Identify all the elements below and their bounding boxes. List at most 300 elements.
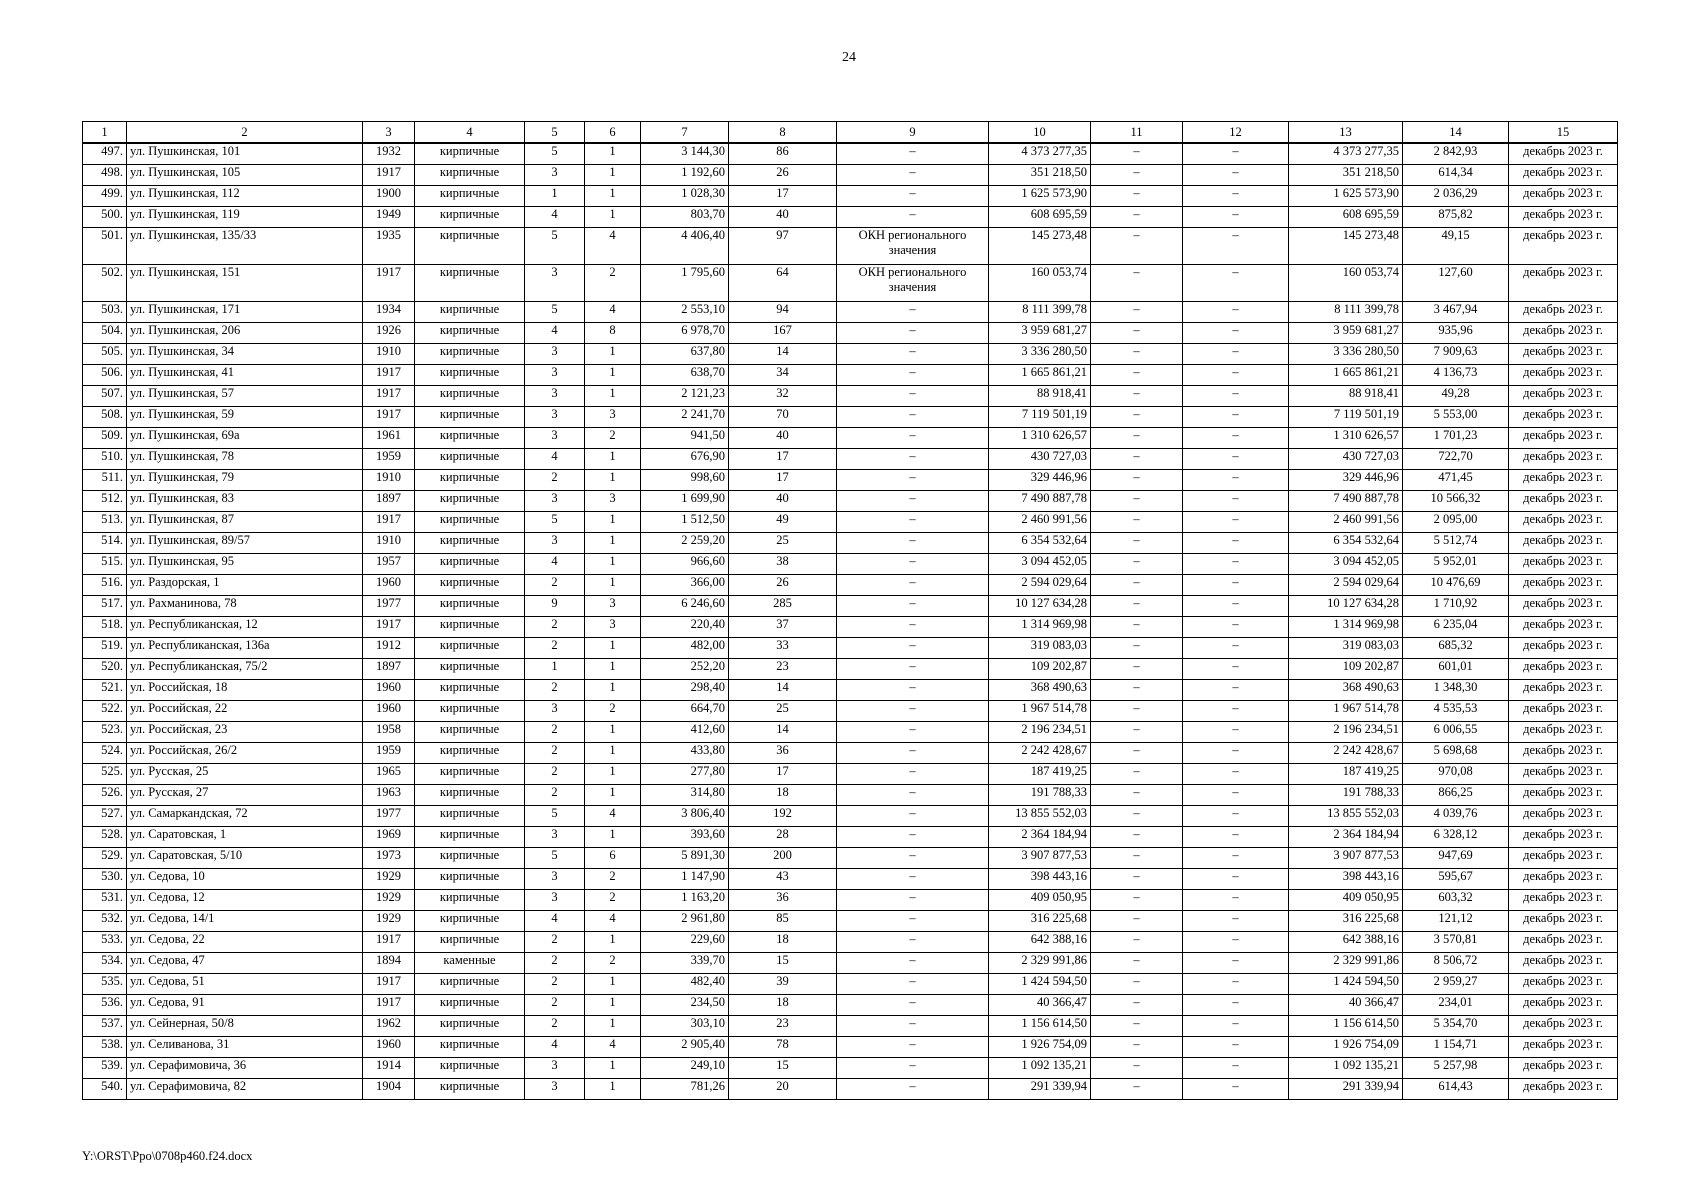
cell-floors: 5: [525, 228, 585, 265]
cell-col-12: –: [1183, 428, 1289, 449]
cell-total-cost: 88 918,41: [1289, 386, 1403, 407]
cell-cost: 398 443,16: [989, 869, 1091, 890]
cell-cost: 608 695,59: [989, 207, 1091, 228]
cell-residents: 20: [729, 1079, 837, 1100]
cell-year-built: 1949: [363, 207, 415, 228]
cell-residents: 78: [729, 1037, 837, 1058]
cell-wall-material: кирпичные: [415, 848, 525, 869]
cell-year-built: 1961: [363, 428, 415, 449]
cell-area: 664,70: [641, 701, 729, 722]
cell-cost: 2 594 029,64: [989, 575, 1091, 596]
cell-year-built: 1917: [363, 995, 415, 1016]
cell-floors: 3: [525, 827, 585, 848]
cell-area: 2 905,40: [641, 1037, 729, 1058]
cell-deadline: декабрь 2023 г.: [1509, 554, 1618, 575]
cell-heritage-status: –: [837, 1058, 989, 1079]
cell-row-number: 517.: [83, 596, 127, 617]
cell-col-12: –: [1183, 1079, 1289, 1100]
column-header-12: 12: [1183, 122, 1289, 144]
cell-col-11: –: [1091, 407, 1183, 428]
cell-row-number: 540.: [83, 1079, 127, 1100]
cell-residents: 18: [729, 932, 837, 953]
table-row: [83, 554, 1618, 575]
cell-total-cost: 329 446,96: [1289, 470, 1403, 491]
cell-col-12: –: [1183, 302, 1289, 323]
cell-col-11: –: [1091, 764, 1183, 785]
cell-wall-material: кирпичные: [415, 1037, 525, 1058]
cell-heritage-status: –: [837, 323, 989, 344]
cell-heritage-status: –: [837, 344, 989, 365]
cell-deadline: декабрь 2023 г.: [1509, 974, 1618, 995]
cell-row-number: 518.: [83, 617, 127, 638]
cell-year-built: 1935: [363, 228, 415, 265]
cell-col-12: –: [1183, 491, 1289, 512]
cell-entrances: 1: [585, 932, 641, 953]
cell-wall-material: кирпичные: [415, 911, 525, 932]
cell-residents: 15: [729, 953, 837, 974]
cell-cost: 109 202,87: [989, 659, 1091, 680]
cell-deadline: декабрь 2023 г.: [1509, 785, 1618, 806]
cell-residents: 38: [729, 554, 837, 575]
cell-total-cost: 109 202,87: [1289, 659, 1403, 680]
cell-col-11: –: [1091, 596, 1183, 617]
cell-col-12: –: [1183, 785, 1289, 806]
cell-cost: 1 092 135,21: [989, 1058, 1091, 1079]
cell-year-built: 1917: [363, 365, 415, 386]
cell-cost: 145 273,48: [989, 228, 1091, 265]
cell-unit-cost: 4 136,73: [1403, 365, 1509, 386]
cell-wall-material: кирпичные: [415, 1058, 525, 1079]
cell-heritage-status: –: [837, 186, 989, 207]
cell-col-12: –: [1183, 953, 1289, 974]
cell-row-number: 534.: [83, 953, 127, 974]
cell-col-12: –: [1183, 932, 1289, 953]
cell-floors: 4: [525, 323, 585, 344]
cell-residents: 200: [729, 848, 837, 869]
cell-cost: 1 310 626,57: [989, 428, 1091, 449]
cell-unit-cost: 3 467,94: [1403, 302, 1509, 323]
cell-wall-material: кирпичные: [415, 659, 525, 680]
cell-total-cost: 1 310 626,57: [1289, 428, 1403, 449]
cell-year-built: 1977: [363, 806, 415, 827]
cell-floors: 4: [525, 1037, 585, 1058]
cell-col-12: –: [1183, 186, 1289, 207]
column-header-13: 13: [1289, 122, 1403, 144]
cell-deadline: декабрь 2023 г.: [1509, 932, 1618, 953]
cell-entrances: 1: [585, 386, 641, 407]
cell-col-12: –: [1183, 554, 1289, 575]
cell-area: 303,10: [641, 1016, 729, 1037]
cell-unit-cost: 1 701,23: [1403, 428, 1509, 449]
cell-wall-material: кирпичные: [415, 165, 525, 186]
table-row: [83, 575, 1618, 596]
cell-area: 1 028,30: [641, 186, 729, 207]
table-row: [83, 743, 1618, 764]
cell-entrances: 4: [585, 911, 641, 932]
cell-col-11: –: [1091, 953, 1183, 974]
cell-col-11: –: [1091, 165, 1183, 186]
cell-floors: 4: [525, 207, 585, 228]
cell-col-11: –: [1091, 323, 1183, 344]
cell-cost: 40 366,47: [989, 995, 1091, 1016]
cell-cost: 2 196 234,51: [989, 722, 1091, 743]
cell-address: ул. Сейнерная, 50/8: [127, 1016, 363, 1037]
cell-area: 803,70: [641, 207, 729, 228]
cell-cost: 1 625 573,90: [989, 186, 1091, 207]
cell-residents: 36: [729, 743, 837, 764]
cell-year-built: 1910: [363, 533, 415, 554]
cell-col-11: –: [1091, 575, 1183, 596]
cell-unit-cost: 2 095,00: [1403, 512, 1509, 533]
cell-row-number: 497.: [83, 143, 127, 165]
cell-row-number: 506.: [83, 365, 127, 386]
cell-row-number: 533.: [83, 932, 127, 953]
cell-deadline: декабрь 2023 г.: [1509, 806, 1618, 827]
cell-floors: 5: [525, 512, 585, 533]
cell-floors: 3: [525, 165, 585, 186]
cell-year-built: 1959: [363, 743, 415, 764]
cell-area: 1 512,50: [641, 512, 729, 533]
table-row: [83, 764, 1618, 785]
cell-entrances: 1: [585, 512, 641, 533]
cell-heritage-status: –: [837, 722, 989, 743]
table-row: [83, 228, 1618, 265]
cell-unit-cost: 601,01: [1403, 659, 1509, 680]
cell-total-cost: 2 196 234,51: [1289, 722, 1403, 743]
cell-wall-material: кирпичные: [415, 638, 525, 659]
cell-address: ул. Пушкинская, 83: [127, 491, 363, 512]
cell-address: ул. Российская, 23: [127, 722, 363, 743]
cell-deadline: декабрь 2023 г.: [1509, 449, 1618, 470]
cell-col-11: –: [1091, 265, 1183, 302]
cell-deadline: декабрь 2023 г.: [1509, 722, 1618, 743]
cell-col-12: –: [1183, 848, 1289, 869]
table-header-row: [83, 122, 1618, 144]
cell-address: ул. Пушкинская, 105: [127, 165, 363, 186]
cell-wall-material: кирпичные: [415, 932, 525, 953]
cell-year-built: 1960: [363, 680, 415, 701]
cell-heritage-status: –: [837, 575, 989, 596]
cell-entrances: 1: [585, 659, 641, 680]
cell-unit-cost: 1 710,92: [1403, 596, 1509, 617]
cell-entrances: 1: [585, 722, 641, 743]
cell-unit-cost: 8 506,72: [1403, 953, 1509, 974]
cell-entrances: 1: [585, 1058, 641, 1079]
cell-cost: 3 094 452,05: [989, 554, 1091, 575]
cell-area: 2 961,80: [641, 911, 729, 932]
cell-cost: 368 490,63: [989, 680, 1091, 701]
cell-floors: 2: [525, 953, 585, 974]
cell-total-cost: 10 127 634,28: [1289, 596, 1403, 617]
cell-cost: 6 354 532,64: [989, 533, 1091, 554]
cell-wall-material: кирпичные: [415, 974, 525, 995]
cell-year-built: 1917: [363, 932, 415, 953]
cell-cost: 3 959 681,27: [989, 323, 1091, 344]
cell-floors: 3: [525, 365, 585, 386]
cell-year-built: 1897: [363, 491, 415, 512]
cell-address: ул. Пушкинская, 59: [127, 407, 363, 428]
cell-wall-material: кирпичные: [415, 143, 525, 165]
cell-row-number: 520.: [83, 659, 127, 680]
cell-row-number: 500.: [83, 207, 127, 228]
cell-unit-cost: 6 235,04: [1403, 617, 1509, 638]
cell-col-12: –: [1183, 143, 1289, 165]
cell-cost: 1 665 861,21: [989, 365, 1091, 386]
cell-total-cost: 160 053,74: [1289, 265, 1403, 302]
cell-year-built: 1910: [363, 470, 415, 491]
cell-cost: 430 727,03: [989, 449, 1091, 470]
cell-total-cost: 409 050,95: [1289, 890, 1403, 911]
cell-deadline: декабрь 2023 г.: [1509, 617, 1618, 638]
cell-address: ул. Пушкинская, 57: [127, 386, 363, 407]
cell-col-11: –: [1091, 911, 1183, 932]
cell-col-11: –: [1091, 533, 1183, 554]
cell-entrances: 3: [585, 596, 641, 617]
cell-heritage-status: –: [837, 869, 989, 890]
cell-address: ул. Саратовская, 5/10: [127, 848, 363, 869]
cell-area: 1 192,60: [641, 165, 729, 186]
cell-year-built: 1917: [363, 512, 415, 533]
cell-total-cost: 7 119 501,19: [1289, 407, 1403, 428]
cell-unit-cost: 595,67: [1403, 869, 1509, 890]
column-header-2: 2: [127, 122, 363, 144]
cell-col-11: –: [1091, 470, 1183, 491]
table-row: [83, 512, 1618, 533]
cell-total-cost: 430 727,03: [1289, 449, 1403, 470]
cell-unit-cost: 2 842,93: [1403, 143, 1509, 165]
cell-deadline: декабрь 2023 г.: [1509, 680, 1618, 701]
cell-residents: 25: [729, 701, 837, 722]
cell-unit-cost: 5 257,98: [1403, 1058, 1509, 1079]
cell-total-cost: 3 094 452,05: [1289, 554, 1403, 575]
cell-floors: 2: [525, 785, 585, 806]
cell-wall-material: кирпичные: [415, 575, 525, 596]
cell-row-number: 507.: [83, 386, 127, 407]
cell-entrances: 3: [585, 491, 641, 512]
cell-address: ул. Пушкинская, 171: [127, 302, 363, 323]
cell-total-cost: 3 907 877,53: [1289, 848, 1403, 869]
cell-area: 3 806,40: [641, 806, 729, 827]
cell-floors: 2: [525, 722, 585, 743]
cell-deadline: декабрь 2023 г.: [1509, 911, 1618, 932]
cell-unit-cost: 866,25: [1403, 785, 1509, 806]
cell-address: ул. Пушкинская, 112: [127, 186, 363, 207]
cell-residents: 167: [729, 323, 837, 344]
table-row: [83, 1037, 1618, 1058]
cell-year-built: 1929: [363, 890, 415, 911]
cell-total-cost: 145 273,48: [1289, 228, 1403, 265]
cell-col-11: –: [1091, 890, 1183, 911]
cell-wall-material: кирпичные: [415, 869, 525, 890]
cell-year-built: 1917: [363, 407, 415, 428]
cell-entrances: 3: [585, 617, 641, 638]
cell-unit-cost: 4 535,53: [1403, 701, 1509, 722]
cell-deadline: декабрь 2023 г.: [1509, 827, 1618, 848]
cell-cost: 409 050,95: [989, 890, 1091, 911]
table-row: [83, 995, 1618, 1016]
cell-floors: 2: [525, 932, 585, 953]
cell-residents: 86: [729, 143, 837, 165]
cell-floors: 3: [525, 1058, 585, 1079]
table-row: [83, 659, 1618, 680]
cell-address: ул. Русская, 25: [127, 764, 363, 785]
cell-col-11: –: [1091, 932, 1183, 953]
cell-residents: 15: [729, 1058, 837, 1079]
cell-entrances: 1: [585, 143, 641, 165]
cell-col-11: –: [1091, 638, 1183, 659]
cell-unit-cost: 5 553,00: [1403, 407, 1509, 428]
cell-area: 412,60: [641, 722, 729, 743]
cell-col-11: –: [1091, 302, 1183, 323]
cell-total-cost: 1 092 135,21: [1289, 1058, 1403, 1079]
cell-address: ул. Российская, 26/2: [127, 743, 363, 764]
cell-address: ул. Российская, 18: [127, 680, 363, 701]
cell-floors: 3: [525, 428, 585, 449]
cell-cost: 291 339,94: [989, 1079, 1091, 1100]
cell-cost: 13 855 552,03: [989, 806, 1091, 827]
cell-cost: 1 314 969,98: [989, 617, 1091, 638]
cell-heritage-status: –: [837, 512, 989, 533]
column-header-4: 4: [415, 122, 525, 144]
cell-col-11: –: [1091, 512, 1183, 533]
cell-year-built: 1929: [363, 911, 415, 932]
cell-residents: 26: [729, 165, 837, 186]
cell-residents: 23: [729, 1016, 837, 1037]
cell-year-built: 1900: [363, 186, 415, 207]
cell-deadline: декабрь 2023 г.: [1509, 995, 1618, 1016]
cell-residents: 14: [729, 680, 837, 701]
cell-entrances: 4: [585, 302, 641, 323]
cell-deadline: декабрь 2023 г.: [1509, 869, 1618, 890]
table-row: [83, 302, 1618, 323]
cell-col-12: –: [1183, 165, 1289, 186]
cell-total-cost: 191 788,33: [1289, 785, 1403, 806]
cell-wall-material: кирпичные: [415, 491, 525, 512]
table-row: [83, 1016, 1618, 1037]
cell-floors: 2: [525, 470, 585, 491]
table-row: [83, 365, 1618, 386]
cell-heritage-status: –: [837, 407, 989, 428]
cell-deadline: декабрь 2023 г.: [1509, 659, 1618, 680]
cell-row-number: 523.: [83, 722, 127, 743]
cell-area: 298,40: [641, 680, 729, 701]
cell-col-11: –: [1091, 806, 1183, 827]
cell-wall-material: каменные: [415, 953, 525, 974]
cell-col-12: –: [1183, 449, 1289, 470]
table-row: [83, 165, 1618, 186]
cell-address: ул. Пушкинская, 206: [127, 323, 363, 344]
cell-residents: 40: [729, 207, 837, 228]
cell-total-cost: 2 364 184,94: [1289, 827, 1403, 848]
cell-col-12: –: [1183, 659, 1289, 680]
cell-year-built: 1926: [363, 323, 415, 344]
cell-heritage-status: –: [837, 701, 989, 722]
cell-cost: 2 329 991,86: [989, 953, 1091, 974]
cell-floors: 2: [525, 995, 585, 1016]
cell-total-cost: 40 366,47: [1289, 995, 1403, 1016]
column-header-11: 11: [1091, 122, 1183, 144]
cell-unit-cost: 5 354,70: [1403, 1016, 1509, 1037]
table-row: [83, 386, 1618, 407]
cell-floors: 2: [525, 764, 585, 785]
cell-entrances: 1: [585, 554, 641, 575]
cell-unit-cost: 1 348,30: [1403, 680, 1509, 701]
cell-col-12: –: [1183, 1016, 1289, 1037]
cell-residents: 94: [729, 302, 837, 323]
cell-address: ул. Пушкинская, 119: [127, 207, 363, 228]
cell-heritage-status: –: [837, 680, 989, 701]
cell-cost: 88 918,41: [989, 386, 1091, 407]
cell-entrances: 1: [585, 207, 641, 228]
cell-deadline: декабрь 2023 г.: [1509, 470, 1618, 491]
cell-cost: 3 907 877,53: [989, 848, 1091, 869]
table-row: [83, 449, 1618, 470]
cell-area: 638,70: [641, 365, 729, 386]
cell-unit-cost: 685,32: [1403, 638, 1509, 659]
cell-cost: 1 424 594,50: [989, 974, 1091, 995]
cell-heritage-status: –: [837, 974, 989, 995]
cell-heritage-status: ОКН регионального значения: [837, 228, 989, 265]
cell-cost: 351 218,50: [989, 165, 1091, 186]
cell-deadline: декабрь 2023 г.: [1509, 323, 1618, 344]
cell-deadline: декабрь 2023 г.: [1509, 491, 1618, 512]
cell-deadline: декабрь 2023 г.: [1509, 638, 1618, 659]
cell-address: ул. Пушкинская, 151: [127, 265, 363, 302]
cell-floors: 5: [525, 848, 585, 869]
cell-area: 2 241,70: [641, 407, 729, 428]
cell-heritage-status: –: [837, 365, 989, 386]
cell-row-number: 536.: [83, 995, 127, 1016]
column-header-9: 9: [837, 122, 989, 144]
cell-col-12: –: [1183, 207, 1289, 228]
cell-unit-cost: 875,82: [1403, 207, 1509, 228]
cell-area: 314,80: [641, 785, 729, 806]
cell-cost: 187 419,25: [989, 764, 1091, 785]
cell-residents: 18: [729, 995, 837, 1016]
cell-heritage-status: –: [837, 1037, 989, 1058]
table-row: [83, 785, 1618, 806]
cell-col-12: –: [1183, 323, 1289, 344]
table-row: [83, 974, 1618, 995]
cell-col-12: –: [1183, 596, 1289, 617]
cell-unit-cost: 121,12: [1403, 911, 1509, 932]
cell-cost: 316 225,68: [989, 911, 1091, 932]
cell-col-11: –: [1091, 449, 1183, 470]
data-table-container: [82, 121, 1617, 1100]
cell-total-cost: 187 419,25: [1289, 764, 1403, 785]
cell-col-12: –: [1183, 701, 1289, 722]
cell-wall-material: кирпичные: [415, 785, 525, 806]
cell-deadline: декабрь 2023 г.: [1509, 302, 1618, 323]
cell-row-number: 514.: [83, 533, 127, 554]
cell-address: ул. Пушкинская, 87: [127, 512, 363, 533]
cell-wall-material: кирпичные: [415, 302, 525, 323]
cell-deadline: декабрь 2023 г.: [1509, 596, 1618, 617]
cell-area: 941,50: [641, 428, 729, 449]
cell-wall-material: кирпичные: [415, 265, 525, 302]
cell-address: ул. Пушкинская, 34: [127, 344, 363, 365]
cell-deadline: декабрь 2023 г.: [1509, 386, 1618, 407]
cell-total-cost: 2 242 428,67: [1289, 743, 1403, 764]
cell-address: ул. Русская, 27: [127, 785, 363, 806]
cell-area: 220,40: [641, 617, 729, 638]
table-row: [83, 890, 1618, 911]
cell-residents: 70: [729, 407, 837, 428]
cell-area: 3 144,30: [641, 143, 729, 165]
cell-deadline: декабрь 2023 г.: [1509, 365, 1618, 386]
cell-heritage-status: –: [837, 743, 989, 764]
cell-total-cost: 8 111 399,78: [1289, 302, 1403, 323]
